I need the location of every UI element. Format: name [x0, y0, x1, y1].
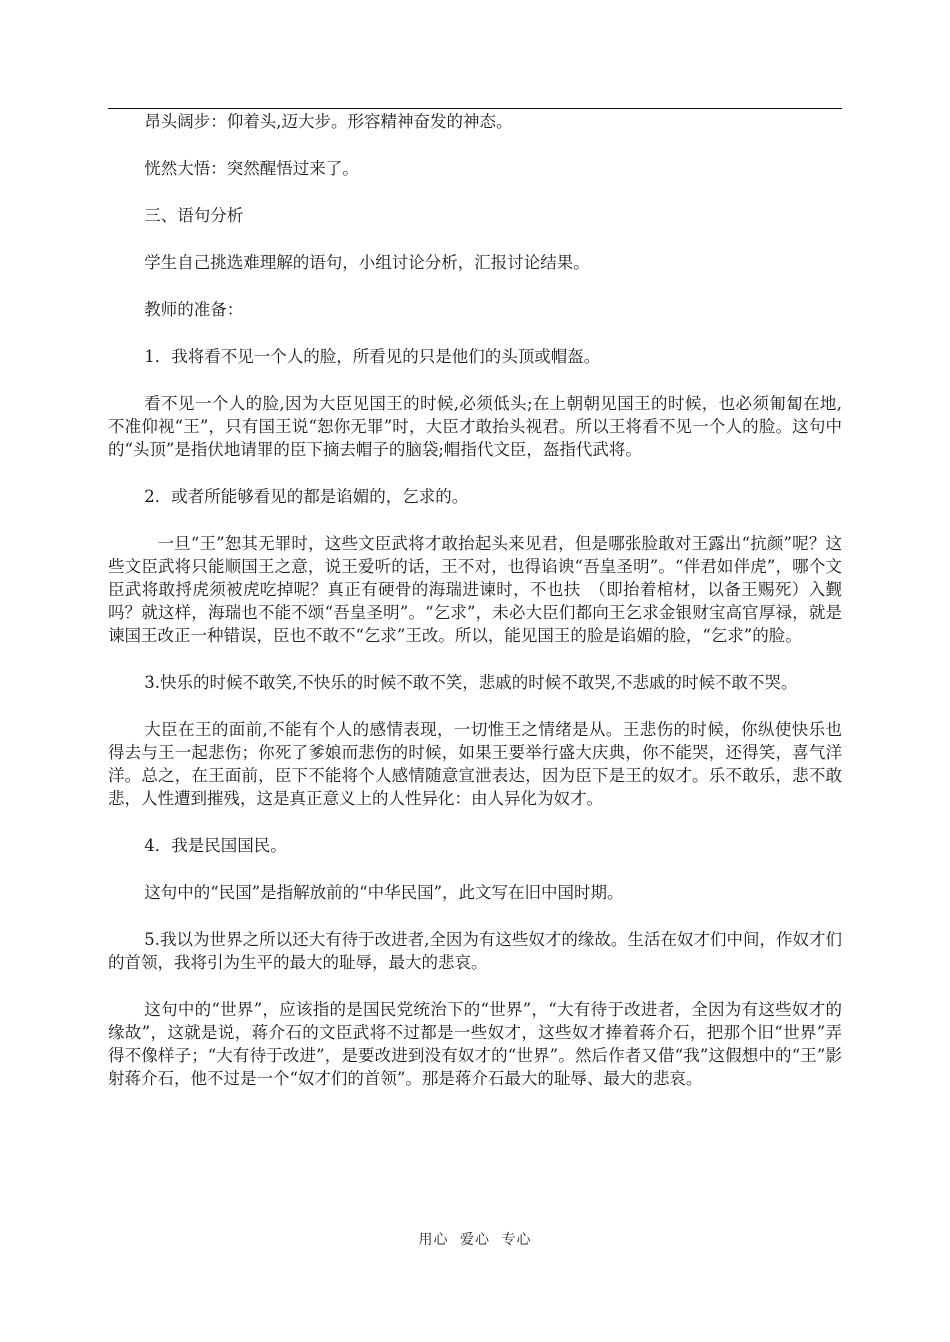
page-footer: 用心 爱心 专心 [418, 1232, 532, 1248]
vocab-ang-tou-kuo-bu: 昂头阔步：仰着头,迈大步。形容精神奋发的神态。 [144, 112, 513, 131]
instruction-paragraph: 学生自己挑选难理解的语句，小组讨论分析，汇报讨论结果。 [144, 253, 590, 272]
sentence-5: 5.我以为世界之所以还大有待于改进者,全因为有这些奴才的缘故。生活在奴才们中间，作奴才们的首领，我将引为生平的最大的耻辱，最大的悲哀。 [108, 930, 842, 972]
analysis-1: 看不见一个人的脸,因为大臣见国王的时候,必须低头;在上朝朝见国王的时候，也必须匍匐在地,不准仰视“王”，只有国王说“恕你无罪”时，大臣才敢抬头视君。所以王将看不见一个人的脸。这句中的“头顶”是指伏地请罪的臣下摘去帽子的脑袋;帽指代文臣，盔指代武将。 [108, 394, 842, 459]
analysis-2: 一旦“王”恕其无罪时，这些文臣武将才敢抬起头来见君，但是哪张脸敢对王露出“抗颜”呢？这些文臣武将只能顺国王之意，说王爱听的话，王不对，也得谄谀“吾皇圣明”。“伴君如伴虎”，哪个文臣武将敢捋虎须被虎吃掉呢？真正有硬骨的海瑞进谏时，不也扶 （即抬着棺材，以备王赐死）入觐吗？就这样，海瑞也不能不颂“吾皇圣明”。“乞求”，未必大臣们都向王乞求金银财宝高官厚禄，就是谏国王改正一种错误，臣也不敢不“乞求”王改。所以，能见国王的脸是谄媚的脸，“乞求”的脸。 [108, 534, 842, 645]
sentence-1: 1．我将看不见一个人的脸，所看见的只是他们的头顶或帽盔。 [144, 347, 601, 366]
analysis-3: 大臣在王的面前,不能有个人的感情表现，一切惟王之情绪是从。王悲伤的时候，你纵使快乐也得去与王一起悲伤；你死了爹娘而悲伤的时候，如果王要举行盛大庆典，你不能哭，还得笑，喜气洋洋。总之，在王面前，臣下不能将个人感情随意宣泄表达，因为臣下是王的奴才。乐不敢乐，悲不敢悲，人性遭到摧残，这是真正意义上的人性异化：由人异化为奴才。 [108, 720, 842, 808]
section-heading-sentence-analysis: 三、语句分析 [144, 206, 244, 225]
sentence-2: 2．或者所能够看见的都是谄媚的，乞求的。 [144, 487, 469, 506]
analysis-4: 这句中的“民国”是指解放前的“中华民国”，此文写在旧中国时期。 [144, 883, 624, 902]
sentence-4: 4．我是民国国民。 [144, 836, 287, 855]
analysis-5: 这句中的“世界”，应该指的是国民党统治下的“世界”，“大有待于改进者，全因为有这些奴才的缘故”，这就是说，蒋介石的文臣武将不过都是一些奴才，这些奴才捧着蒋介石，把那个旧“世界”弄得不像样子；“大有待于改进”，是要改进到没有奴才的“世界”。然后作者又借“我”这假想中的“王”影射蒋介石，他不过是一个“奴才们的首领”。那是蒋介石最大的耻辱、最大的悲哀。 [108, 1000, 842, 1088]
sentence-3: 3.快乐的时候不敢笑,不快乐的时候不敢不笑，悲戚的时候不敢哭,不悲戚的时候不敢不哭。 [144, 673, 798, 692]
vocab-huang-ran-da-wu: 恍然大悟：突然醒悟过来了。 [144, 159, 359, 178]
header-rule [108, 108, 842, 109]
document-body [108, 110, 842, 1114]
teacher-prep-label: 教师的准备： [144, 300, 244, 319]
